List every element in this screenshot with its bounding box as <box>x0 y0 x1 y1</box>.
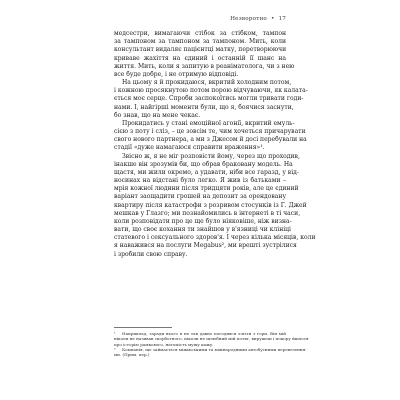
text-line: і зробили свою справу. <box>114 250 188 258</box>
text-line: коли розповідати про це ще було ніяковіше, ніж визна- <box>114 217 292 225</box>
text-line: щастя, ми жили окремо, а удавати, ніби все гаразд, у від- <box>114 168 299 176</box>
text-line: Прокидатись у стані емоційної агонії, вкритий емуль- <box>122 119 295 127</box>
footnote-line: про історію рамкового, натомість мушу кажу. <box>114 341 214 347</box>
footnote-marker: ² <box>114 346 116 352</box>
text-line: мешкав у Глазго; ми познайомились в інтернеті в ті часи, <box>114 209 301 217</box>
footnote-rule <box>114 327 172 328</box>
text-line: На цьому я й прокидаюся, вкритий холодним потом, <box>122 79 292 87</box>
running-title: Незворотно <box>230 16 267 22</box>
page-number: 17 <box>278 16 286 22</box>
footnote <box>114 346 307 358</box>
footnote-line: ми. (Прим. пер.) <box>114 352 150 358</box>
text-line: за тампоном за тампоном за тампоном. Мить, коли <box>114 38 286 46</box>
footnote-marker: ¹ <box>114 331 116 336</box>
footnote-list <box>114 331 309 358</box>
text-line: життя. Мить, коли я запитую в реаніматолога, чи з нею <box>114 62 295 70</box>
text-line: медсестри, вимагаючи стібок за стібком, тампон <box>114 30 286 37</box>
footnotes <box>114 327 309 358</box>
header-separator: • <box>270 16 275 22</box>
text-line: мрія кожної людини після тридцяти років, але це єдиний <box>114 185 299 193</box>
body-text <box>114 30 316 259</box>
text-line: бо знав, що на мене чекає. <box>114 111 201 119</box>
text-line: ється моє серце. Спроби заспокоїтись могли тривати годи- <box>114 95 304 103</box>
footnote <box>114 331 309 347</box>
running-head <box>230 16 286 22</box>
text-line: і кожною просякнутою потом порою відчуваючи, як калата- <box>114 87 308 95</box>
footnote-line: ніколи не називав скорботного, ніколи не шлюбний мій потяг, вирушеш і покору йшлося <box>114 336 309 342</box>
text-line: квартиру після катастрофи з розривом стосунків із Г. Джей <box>114 201 307 209</box>
text-line: криваве жахіття на єдиний і останній її шанс на <box>114 54 286 62</box>
text-line: Звісно ж, я не міг розповісти йому, через що проходив, <box>122 152 300 160</box>
text-line: все буде добре, і не отримую відповіді. <box>114 70 239 78</box>
text-line: статевого і сексуального здоров'я. І через кілька місяців, коли <box>114 234 316 242</box>
text-line: свого нового партнера, а ми з Джесом й досі перебували на <box>114 136 307 144</box>
text-line: вати, що своє кохання ти знайшов у в'язниці чи клініці <box>114 226 291 234</box>
text-line: сією з поту і сліз, – це зовсім те, чим хочеться причарувати <box>114 128 306 136</box>
text-line: консультант видаляє пацієнтці матку, перетворюючи <box>114 46 287 54</box>
text-line: нами. І, найгірші моменти були, що я, боячися заснути, <box>114 103 294 111</box>
text-line: стадії «дуже намагаюся справити враження»¹. <box>114 144 265 152</box>
text-line: варіант заощадити грошей на депозит за орендовану <box>114 193 286 201</box>
footnote-text: Компанія, що займається міжміськими та міжнародними автобусними перевезення- <box>122 346 307 352</box>
text-line: інакше він зрозумів би, що обрав браковану модель. На <box>114 160 293 168</box>
text-line: носинах на відстані було легко. Я жив із батьками – <box>114 177 286 185</box>
text-line: я наважився на послуги Megabus², ми врешті зустрілися <box>114 242 297 250</box>
footnote-text: Наприклад, заради нього я не так давно погодився злізти з гори. Він мій <box>122 331 286 336</box>
